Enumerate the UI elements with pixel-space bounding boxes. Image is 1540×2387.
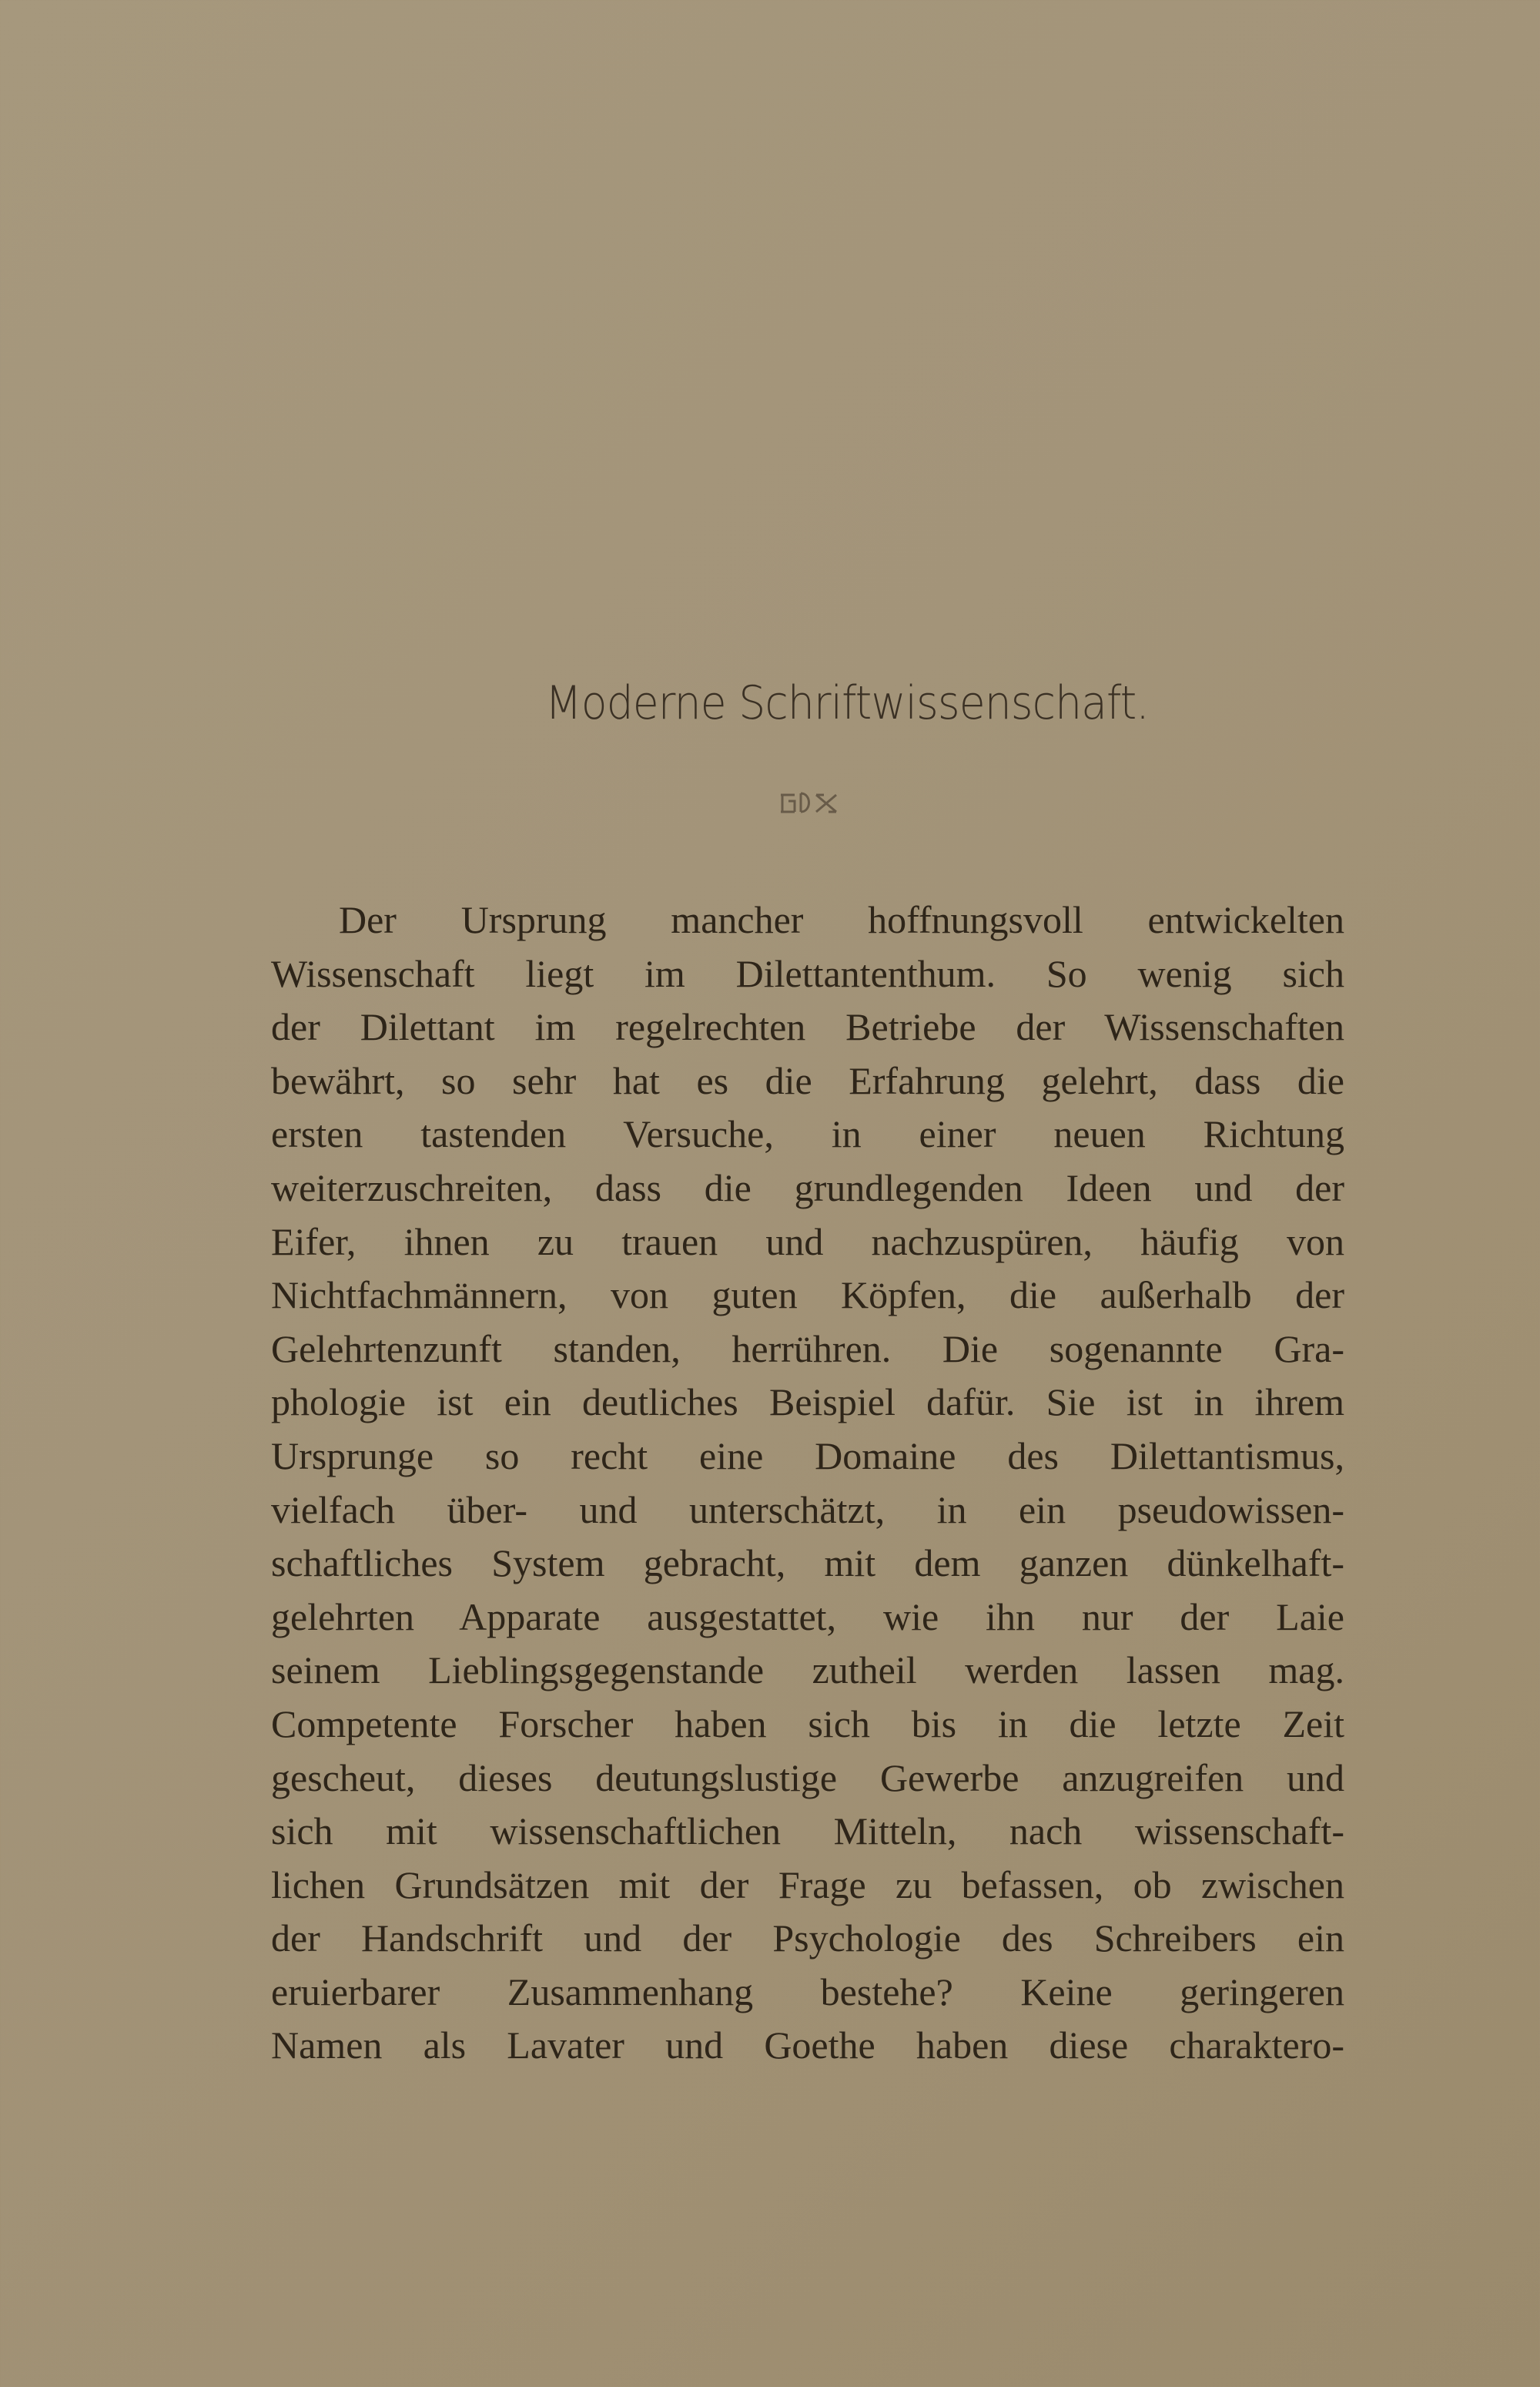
text-line: Wissenschaft liegt im Dilettantenthum. So wenig sich <box>271 951 1344 995</box>
text-line: der Dilettant im regelrechten Betriebe der Wissenschaften <box>271 1005 1344 1049</box>
ornament-icon <box>778 787 839 818</box>
text-line: schaftliches System gebracht, mit dem ganzen dünkelhaft- <box>271 1541 1344 1585</box>
text-line: gescheut, dieses deutungslustige Gewerbe anzugreifen und <box>271 1755 1344 1799</box>
text-line: sich mit wissenschaftlichen Mitteln, nach wissenschaft- <box>271 1809 1344 1853</box>
text-line: Ursprunge so recht eine Domaine des Dilettantismus, <box>271 1433 1344 1477</box>
text-line: Namen als Lavater und Goethe haben diese charaktero- <box>271 2023 1344 2067</box>
text-line: Der Ursprung mancher hoffnungsvoll entwickelten <box>339 898 1344 941</box>
text-line: Gelehrtenzunft standen, herrühren. Die sogenannte Gra- <box>271 1326 1344 1370</box>
text-line: lichen Grundsätzen mit der Frage zu befassen, ob zwischen <box>271 1862 1344 1906</box>
text-line: weiterzuschreiten, dass die grundlegenden Ideen und der <box>271 1165 1344 1209</box>
text-line: bewährt, so sehr hat es die Erfahrung gelehrt, dass die <box>271 1058 1344 1102</box>
text-line: Eifer, ihnen zu trauen und nachzuspüren, häufig von <box>271 1219 1344 1263</box>
text-line: vielfach über- und unterschätzt, in ein pseudowissen- <box>271 1487 1344 1531</box>
body-text <box>271 893 1344 2073</box>
text-line: Nichtfachmännern, von guten Köpfen, die außerhalb der <box>271 1273 1344 1317</box>
text-line: phologie ist ein deutliches Beispiel dafür. Sie ist in ihrem <box>271 1380 1344 1424</box>
text-line: ersten tastenden Versuche, in einer neuen Richtung <box>271 1112 1344 1156</box>
text-line: Competente Forscher haben sich bis in die letzte Zeit <box>271 1701 1344 1745</box>
text-line: gelehrten Apparate ausgestattet, wie ihn nur der Laie <box>271 1594 1344 1638</box>
text-line: eruierbarer Zusammenhang bestehe? Keine geringeren <box>271 1970 1344 2013</box>
text-line: seinem Lieblingsgegenstande zutheil werden lassen mag. <box>271 1648 1344 1692</box>
text-line: der Handschrift und der Psychologie des Schreibers ein <box>271 1916 1344 1960</box>
chapter-title: Moderne Schriftwissenschaft. <box>545 676 1149 730</box>
